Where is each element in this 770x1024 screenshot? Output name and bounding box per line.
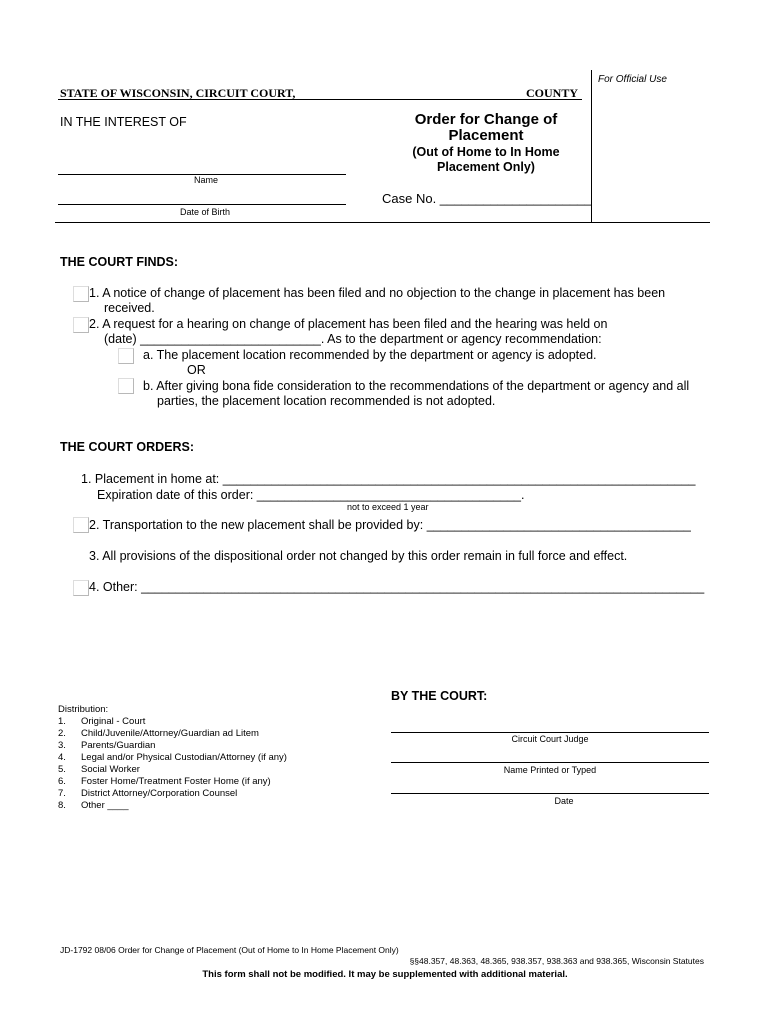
- finding-2a-checkbox[interactable]: [118, 348, 134, 364]
- order-4-checkbox[interactable]: [73, 580, 89, 596]
- order-4-other[interactable]: 4. Other: _________________________________________________________________________________: [89, 580, 705, 594]
- official-use-label: For Official Use: [598, 74, 667, 85]
- form-title-line2: Placement: [448, 127, 524, 144]
- finding-1-text: 1. A notice of change of placement has been filed and no objection to the change in placement has been: [89, 286, 666, 300]
- dob-field[interactable]: [58, 204, 346, 205]
- date-label: Date: [554, 796, 574, 806]
- court-finds-heading: THE COURT FINDS:: [60, 255, 179, 269]
- finding-2-text: 2. A request for a hearing on change of placement has been filed and the hearing was held on: [89, 317, 608, 331]
- name-printed-label: Name Printed or Typed: [503, 765, 597, 775]
- statutes-footer: §§48.357, 48.363, 48.365, 938.357, 938.363 and 938.365, Wisconsin Statutes: [409, 956, 704, 966]
- dob-label: Date of Birth: [180, 207, 231, 217]
- name-printed-line[interactable]: [391, 762, 709, 763]
- county-label: COUNTY: [526, 86, 579, 100]
- by-the-court-label: BY THE COURT:: [391, 689, 488, 703]
- finding-1-text-cont: received.: [104, 301, 155, 315]
- finding-2b-text-cont: parties, the placement location recommended is not adopted.: [157, 394, 496, 408]
- finding-2a-text: a. The placement location recommended by the department or agency is adopted.: [143, 348, 597, 362]
- state-court-label: STATE OF WISCONSIN, CIRCUIT COURT,: [60, 86, 296, 100]
- header-divider-horizontal: [55, 222, 710, 223]
- name-label: Name: [194, 175, 219, 185]
- court-orders-heading: THE COURT ORDERS:: [60, 440, 195, 454]
- order-2-transportation[interactable]: 2. Transportation to the new placement shall be provided by: ______________________________________: [89, 518, 691, 532]
- interest-of-label: IN THE INTEREST OF: [60, 115, 187, 129]
- order-2-checkbox[interactable]: [73, 517, 89, 533]
- date-line[interactable]: [391, 793, 709, 794]
- form-title: [380, 112, 592, 144]
- distribution-heading: Distribution:: [58, 704, 109, 715]
- not-exceed-note: not to exceed 1 year: [347, 502, 429, 512]
- modification-notice: This form shall not be modified. It may be supplemented with additional material.: [202, 969, 568, 980]
- form-id-footer: JD-1792 08/06 Order for Change of Placement (Out of Home to In Home Placement Only): [60, 945, 399, 955]
- finding-2-checkbox[interactable]: [73, 317, 89, 333]
- finding-2b-text: b. After giving bona fide consideration to the recommendations of the department or agency and all: [143, 379, 690, 393]
- form-subtitle: [380, 145, 592, 175]
- distribution-item: 6. Foster Home/Treatment Foster Home (if any): [58, 776, 271, 787]
- distribution-item: 8. Other ____: [58, 800, 129, 811]
- court-line: [58, 99, 582, 100]
- order-1-placement[interactable]: 1. Placement in home at: ____________________________________________________________________: [81, 472, 696, 486]
- order-3-text: 3. All provisions of the dispositional order not changed by this order remain in full force and effect.: [89, 549, 628, 563]
- distribution-item: 5. Social Worker: [58, 764, 140, 775]
- form-subtitle-line2: Placement Only): [437, 160, 535, 174]
- form-title-line1: Order for Change of: [414, 111, 558, 128]
- distribution-item: 4. Legal and/or Physical Custodian/Attorney (if any): [58, 752, 287, 763]
- distribution-list: [58, 704, 287, 812]
- finding-1-checkbox[interactable]: [73, 286, 89, 302]
- or-label: OR: [187, 363, 206, 377]
- distribution-item: 3. Parents/Guardian: [58, 740, 156, 751]
- form-subtitle-line1: (Out of Home to In Home: [412, 145, 560, 159]
- distribution-item: 1. Original - Court: [58, 716, 146, 727]
- judge-signature-line[interactable]: [391, 732, 709, 733]
- finding-2b-checkbox[interactable]: [118, 378, 134, 394]
- order-1-expiration[interactable]: Expiration date of this order: ______________________________________.: [97, 488, 525, 502]
- case-number-field[interactable]: Case No. _____________________: [382, 191, 592, 206]
- distribution-item: 7. District Attorney/Corporation Counsel: [58, 788, 238, 799]
- finding-2-date-text: (date) __________________________. As to the department or agency recommendation:: [104, 332, 602, 346]
- distribution-item: 2. Child/Juvenile/Attorney/Guardian ad Litem: [58, 728, 259, 739]
- judge-label: Circuit Court Judge: [511, 734, 589, 744]
